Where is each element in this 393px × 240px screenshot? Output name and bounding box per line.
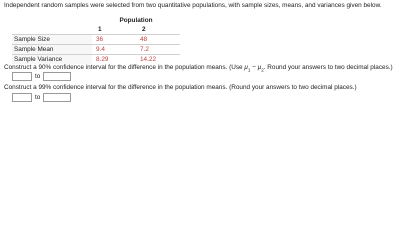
- sample-statistics-table: [12, 16, 180, 64]
- to-label-99: to: [35, 94, 41, 101]
- problem-intro: Independent random samples were selected from two quantitative populations, with sample sizes, means, and variances given below.: [4, 2, 382, 9]
- upper-bound-90-input[interactable]: [43, 72, 71, 81]
- question-1-suffix: . Round your answers to two decimal places.): [263, 64, 393, 71]
- table-header-row: [12, 16, 180, 25]
- question-99-percent: Construct a 99% confidence interval for the difference in the population means. (Round your answers to two decimal places.): [4, 84, 357, 91]
- sample-size-pop2: 48: [136, 35, 180, 45]
- population-1-header: 1: [98, 26, 102, 33]
- sample-mean-pop2: 7.2: [136, 45, 180, 55]
- table-subheader-row: [12, 25, 180, 35]
- table-row: [12, 55, 180, 65]
- sample-size-pop1: 36: [92, 35, 136, 45]
- row-label-sample-size: Sample Size: [12, 35, 92, 45]
- population-header: Population: [119, 17, 153, 24]
- population-2-header: 2: [142, 26, 146, 33]
- minus-sign: −: [250, 64, 258, 71]
- upper-bound-99-input[interactable]: [43, 93, 71, 102]
- table-corner: [12, 16, 92, 25]
- sample-variance-pop2: 14.22: [136, 55, 180, 65]
- lower-bound-90-input[interactable]: [12, 72, 32, 81]
- table-row: [12, 45, 180, 55]
- table-row: [12, 35, 180, 45]
- row-label-sample-variance: Sample Variance: [12, 55, 92, 65]
- row-label-sample-mean: Sample Mean: [12, 45, 92, 55]
- table-corner-2: [12, 25, 92, 35]
- mu-symbol-1: μ: [244, 64, 248, 71]
- mu-subscript-1: 1: [247, 67, 251, 73]
- mu-difference-expression: [244, 64, 263, 71]
- sample-variance-pop1: 8.29: [92, 55, 136, 65]
- answer-row-99: [12, 93, 71, 102]
- sample-mean-pop1: 9.4: [92, 45, 136, 55]
- lower-bound-99-input[interactable]: [12, 93, 32, 102]
- to-label-90: to: [35, 73, 41, 80]
- answer-row-90: [12, 72, 71, 81]
- mu-subscript-2: 2: [261, 67, 264, 73]
- mu-symbol-2: μ: [257, 64, 262, 71]
- question-1-prefix: Construct a 90% confidence interval for the difference in the population means. (Use: [4, 64, 245, 71]
